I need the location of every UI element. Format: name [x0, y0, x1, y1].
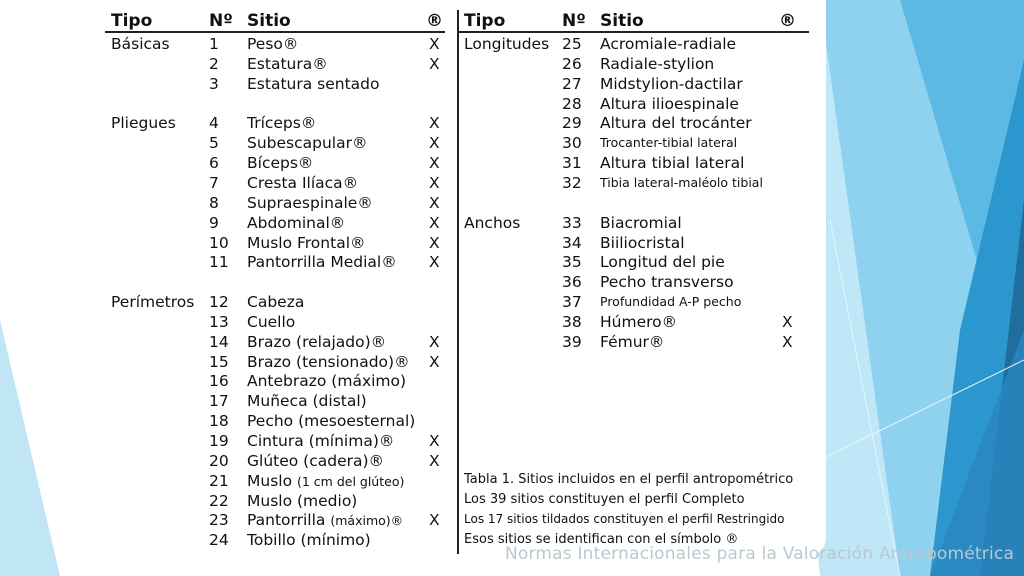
row-restricted-mark: X [429, 213, 440, 232]
row-number: 34 [562, 233, 582, 252]
row-site: Antebrazo (máximo) [247, 372, 407, 391]
row-number: 36 [562, 273, 582, 292]
row-restricted-mark: X [429, 193, 440, 212]
column-divider [457, 10, 459, 554]
row-number: 20 [209, 451, 229, 470]
row-number: 30 [562, 134, 582, 153]
header-tipo-right: Tipo [464, 11, 506, 31]
row-restricted-mark: X [782, 332, 793, 351]
row-restricted-mark: X [782, 312, 793, 331]
row-number: 33 [562, 213, 582, 232]
row-site: Muslo Frontal® [247, 233, 366, 252]
row-number: 13 [209, 312, 229, 331]
caption-complete: Los 39 sitios constituyen el perfil Completo [464, 492, 745, 507]
row-number: 26 [562, 54, 582, 73]
row-site: Cintura (mínima)® [247, 432, 395, 450]
row-site: Subescapular® [247, 134, 368, 153]
row-number: 4 [209, 114, 219, 133]
row-site: Acromiale-radiale [600, 35, 737, 53]
row-number: 2 [209, 54, 219, 73]
row-type-label: Anchos [464, 213, 521, 232]
row-restricted-mark: X [429, 54, 440, 73]
row-restricted-mark: X [429, 114, 440, 133]
row-site: Pecho transverso [600, 273, 734, 292]
row-restricted-mark: X [429, 352, 440, 371]
row-site: Profundidad A-P pecho [600, 294, 742, 310]
header-rule-right [458, 31, 809, 33]
row-number: 25 [562, 35, 582, 53]
header-num-right: Nº [562, 11, 586, 31]
caption-symbol: Esos sitios se identifican con el símbolo ® [464, 532, 739, 547]
row-site: Altura ilioespinale [600, 94, 739, 113]
row-number: 15 [209, 352, 229, 371]
row-restricted-mark: X [429, 173, 440, 192]
row-site: Trocanter-tibial lateral [600, 135, 738, 151]
row-restricted-mark: X [429, 253, 440, 272]
row-type-label: Básicas [111, 35, 170, 53]
row-site: Glúteo (cadera)® [247, 451, 385, 470]
row-number: 23 [209, 511, 229, 530]
row-restricted-mark: X [429, 233, 440, 252]
row-site: Tibia lateral-maléolo tibial [600, 174, 763, 190]
row-restricted-mark: X [429, 511, 440, 530]
row-site: Altura del trocánter [600, 114, 752, 133]
row-site: Radiale-stylion [600, 54, 715, 73]
row-restricted-mark: X [429, 451, 440, 470]
row-site: Abdominal® [247, 213, 346, 232]
row-site: Húmero® [600, 312, 678, 331]
row-site: Bíceps® [247, 154, 314, 173]
row-number: 6 [209, 154, 219, 173]
row-restricted-mark: X [429, 134, 440, 153]
row-number: 11 [209, 253, 229, 272]
row-restricted-mark: X [429, 35, 440, 53]
row-type-label: Longitudes [464, 35, 550, 53]
row-site: Biiliocristal [600, 233, 685, 252]
row-type-label: Perímetros [111, 293, 195, 312]
row-site: Altura tibial lateral [600, 154, 745, 173]
row-number: 8 [209, 193, 219, 212]
row-site: Longitud del pie [600, 253, 725, 272]
header-tipo-left: Tipo [111, 11, 153, 31]
row-number: 12 [209, 293, 229, 312]
row-number: 28 [562, 94, 582, 113]
row-restricted-mark: X [429, 432, 440, 450]
row-number: 29 [562, 114, 582, 133]
row-number: 31 [562, 154, 582, 173]
row-site [247, 510, 403, 531]
row-restricted-mark: X [429, 154, 440, 173]
caption-title: Tabla 1. Sitios incluidos en el perfil antropométrico [464, 472, 794, 487]
row-site: Midstylion-dactilar [600, 74, 743, 93]
row-number: 18 [209, 412, 229, 431]
row-number: 22 [209, 491, 229, 510]
row-number: 24 [209, 531, 229, 550]
caption-restricted: Los 17 sitios tildados constituyen el perfil Restringido [464, 512, 785, 526]
row-site-main: Muslo [247, 471, 293, 490]
row-site: Pecho (mesoesternal) [247, 412, 416, 431]
row-site: Pantorrilla Medial® [247, 253, 397, 272]
row-site: Peso® [247, 35, 299, 53]
row-site-note: (máximo)® [330, 513, 404, 529]
header-reg-right: ® [779, 11, 796, 31]
row-site: Tobillo (mínimo) [247, 531, 371, 550]
row-number: 21 [209, 471, 229, 490]
row-site: Muñeca (distal) [247, 392, 367, 411]
row-site: Estatura® [247, 54, 328, 73]
row-number: 17 [209, 392, 229, 411]
row-number: 5 [209, 134, 219, 153]
row-site-note: (1 cm del glúteo) [297, 473, 405, 489]
row-number: 1 [209, 35, 219, 53]
row-number: 32 [562, 173, 582, 192]
row-site: Cuello [247, 312, 296, 331]
footer-title: Normas Internacionales para la Valoración Antropométrica [505, 544, 1015, 564]
header-reg-left: ® [426, 11, 443, 31]
row-number: 19 [209, 432, 229, 450]
row-site: Muslo (medio) [247, 491, 358, 510]
row-type-label: Pliegues [111, 114, 176, 133]
row-number: 38 [562, 312, 582, 331]
row-number: 3 [209, 74, 219, 93]
row-site: Tríceps® [247, 114, 317, 133]
row-number: 37 [562, 293, 582, 312]
row-number: 39 [562, 332, 582, 351]
row-site: Cabeza [247, 293, 305, 312]
row-site [247, 471, 404, 492]
row-number: 7 [209, 173, 219, 192]
header-num-left: Nº [209, 11, 233, 31]
row-number: 16 [209, 372, 229, 391]
row-number: 10 [209, 233, 229, 252]
row-site: Biacromial [600, 213, 682, 232]
row-site: Supraespinale® [247, 193, 373, 212]
row-site: Cresta Ilíaca® [247, 173, 359, 192]
row-number: 9 [209, 213, 219, 232]
row-site-main: Pantorrilla [247, 511, 326, 530]
row-restricted-mark: X [429, 332, 440, 351]
row-number: 27 [562, 74, 582, 93]
row-site: Estatura sentado [247, 74, 380, 93]
row-number: 35 [562, 253, 582, 272]
row-number: 14 [209, 332, 229, 351]
row-site: Brazo (tensionado)® [247, 352, 410, 371]
header-rule-left [105, 31, 445, 33]
row-site: Brazo (relajado)® [247, 332, 387, 351]
header-sitio-right: Sitio [600, 11, 644, 31]
header-sitio-left: Sitio [247, 11, 291, 31]
row-site: Fémur® [600, 332, 665, 351]
